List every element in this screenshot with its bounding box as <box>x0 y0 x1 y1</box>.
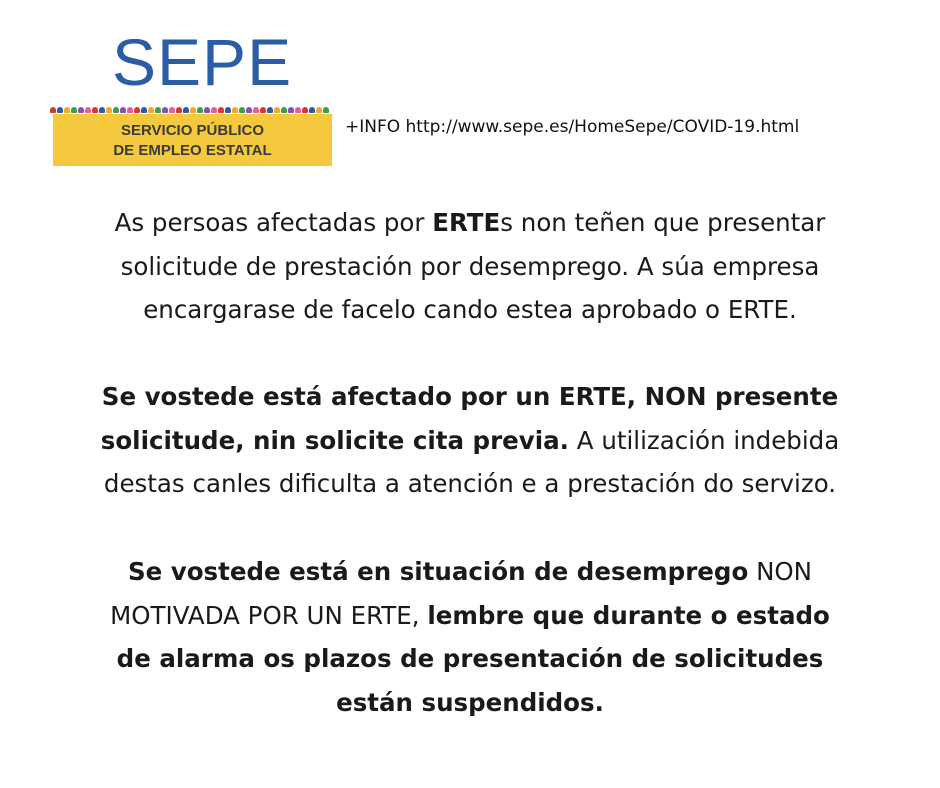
logo-figure-icon <box>141 107 147 113</box>
logo-figure-icon <box>106 107 112 113</box>
logo-wordmark: SEPE <box>112 25 293 99</box>
p3-bold-line4: están suspendidos. <box>336 687 604 717</box>
logo-figure-icon <box>57 107 63 113</box>
logo-figure-icon <box>78 107 84 113</box>
p1-line2: solicitude de prestación por desemprego. A súa empresa <box>120 251 820 281</box>
logo-figure-icon <box>225 107 231 113</box>
logo-figure-icon <box>204 107 210 113</box>
logo-figure-icon <box>274 107 280 113</box>
logo-figure-icon <box>267 107 273 113</box>
logo-figure-icon <box>183 107 189 113</box>
logo-figure-icon <box>148 107 154 113</box>
logo-figure-icon <box>323 107 329 113</box>
p1-lead: As persoas afectadas por <box>114 208 433 237</box>
logo-figure-icon <box>162 107 168 113</box>
p3-bold-line1: Se vostede está en situación de desemprego <box>127 557 749 586</box>
logo-figure-icon <box>302 107 308 113</box>
logo-figure-icon <box>260 107 266 113</box>
logo-figures-strip <box>50 98 335 108</box>
logo-figure-icon <box>99 107 105 113</box>
logo-figure-icon <box>64 107 70 113</box>
logo-figure-icon <box>85 107 91 113</box>
p2-bold-line1: Se vostede está afectado por un ERTE, NON presente <box>101 382 839 411</box>
logo-figure-icon <box>218 107 224 113</box>
logo-figure-icon <box>197 107 203 113</box>
logo-figure-icon <box>50 107 56 113</box>
p3-bold-line3: de alarma os plazos de presentación de solicitudes <box>116 644 824 673</box>
logo-figure-icon <box>288 107 294 113</box>
logo-figure-icon <box>316 107 322 113</box>
logo-band-line2: DE EMPLEO ESTATAL <box>113 142 272 159</box>
logo-figure-icon <box>134 107 140 113</box>
logo-figure-icon <box>281 107 287 113</box>
logo-figure-icon <box>169 107 175 113</box>
logo-figure-icon <box>176 107 182 113</box>
paragraph-unemployment-notice <box>0 550 940 724</box>
logo-band-line1: SERVICIO PÚBLICO <box>120 122 265 139</box>
logo-figure-icon <box>127 107 133 113</box>
logo-band <box>53 114 332 166</box>
logo-figure-icon <box>71 107 77 113</box>
logo-figure-icon <box>309 107 315 113</box>
logo-figure-icon <box>92 107 98 113</box>
logo-figure-icon <box>246 107 252 113</box>
logo-figure-icon <box>113 107 119 113</box>
p3-bold-line2: lembre que durante o estado <box>427 600 830 630</box>
logo-figure-icon <box>295 107 301 113</box>
p2-line3: destas canles dificulta a atención e a prestación do servizo. <box>103 469 837 498</box>
p2-line2-rest: A utilización indebida <box>568 425 840 455</box>
info-link-text: +INFO http://www.sepe.es/HomeSepe/COVID-19.html <box>345 117 800 137</box>
logo-figure-icon <box>232 107 238 113</box>
paragraph-erte-warning <box>0 375 940 506</box>
sepe-logo <box>50 25 335 168</box>
logo-figure-icon <box>155 107 161 113</box>
logo-figure-icon <box>211 107 217 113</box>
p1-line1-rest: s non teñen que presentar <box>500 208 826 237</box>
logo-figure-icon <box>253 107 259 113</box>
logo-figure-icon <box>190 107 196 113</box>
paragraph-erte-info <box>0 201 940 332</box>
p1-bold-erte: ERTE <box>432 208 501 237</box>
logo-figure-icon <box>120 107 126 113</box>
p3-line2-normal: MOTIVADA POR UN ERTE, <box>110 600 428 630</box>
p1-line3: encargarase de facelo cando estea aprobado o ERTE. <box>143 295 797 324</box>
p3-line1-rest: NON <box>748 557 813 586</box>
p2-bold-line2: solicitude, nin solicite cita previa. <box>100 425 569 455</box>
logo-figure-icon <box>239 107 245 113</box>
